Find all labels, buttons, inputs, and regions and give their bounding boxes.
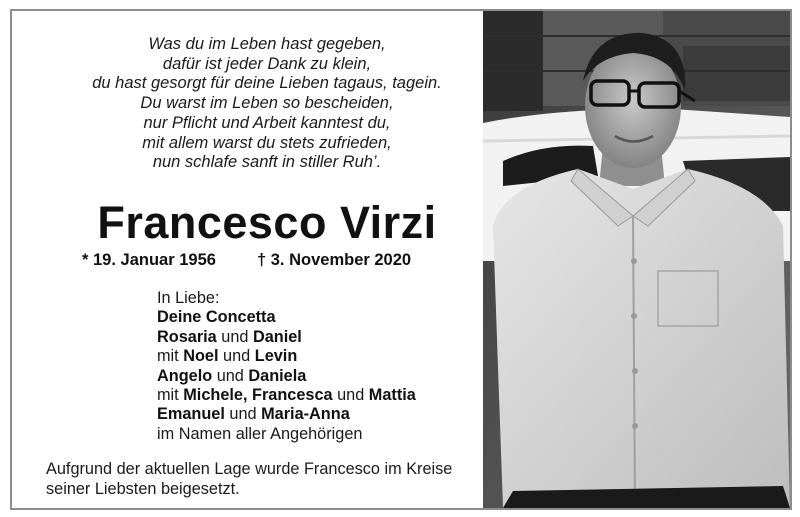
mourner-line xyxy=(157,347,416,366)
poem-line: nun schlafe sanft in stiller Ruh’. xyxy=(152,153,382,172)
mourner-line xyxy=(157,308,416,327)
death-date: † 3. November 2020 xyxy=(257,251,412,269)
mourner-line xyxy=(157,405,416,424)
mourner-name: Noel xyxy=(183,347,219,366)
conjunction: und xyxy=(216,327,253,346)
mourner-line xyxy=(157,328,416,347)
preposition: mit xyxy=(157,386,184,405)
obituary-card xyxy=(10,9,792,510)
mourner-name: Daniel xyxy=(252,327,302,346)
mourner-name: Deine Concetta xyxy=(157,308,276,327)
poem-line: Du warst im Leben so bescheiden, xyxy=(140,94,394,113)
mourners-intro: In Liebe: xyxy=(157,289,220,307)
poem-line: dafür ist jeder Dank zu klein, xyxy=(162,54,372,73)
portrait-photo-icon xyxy=(483,11,790,508)
poem-line: Was du im Leben hast gegeben, xyxy=(148,35,386,53)
burial-note: Aufgrund der aktuellen Lage wurde Francesco im Kreise seiner Liebsten beigesetzt. xyxy=(46,460,453,498)
conjunction: und xyxy=(332,386,369,405)
conjunction: und xyxy=(224,405,262,424)
preposition: mit xyxy=(157,347,184,366)
mourners-list xyxy=(157,289,416,444)
poem-line: nur Pflicht und Arbeit kanntest du, xyxy=(143,113,391,132)
portrait-photo xyxy=(483,11,790,508)
mourner-name: Emanuel xyxy=(157,405,225,424)
mourner-name: Angelo xyxy=(157,366,213,385)
poem-line: du hast gesorgt für deine Lieben tagaus, tagein. xyxy=(92,74,442,93)
mourners-outro: im Namen aller Angehörigen xyxy=(157,424,363,443)
mourner-name: Michele, Francesca xyxy=(183,386,333,405)
poem-line: mit allem warst du stets zufrieden, xyxy=(142,133,392,152)
conjunction: und xyxy=(212,366,249,385)
mourner-line xyxy=(157,386,416,405)
mourner-line xyxy=(157,367,416,386)
deceased-name: Francesco Virzi xyxy=(97,197,437,248)
mourner-name: Rosaria xyxy=(157,327,217,346)
mourner-name: Mattia xyxy=(368,386,416,405)
mourner-name: Daniela xyxy=(248,366,307,385)
mourner-name: Maria-Anna xyxy=(261,405,350,424)
memorial-poem xyxy=(32,35,502,173)
birth-date: * 19. Januar 1956 xyxy=(82,251,216,269)
mourner-name: Levin xyxy=(254,347,298,366)
conjunction: und xyxy=(218,347,255,366)
